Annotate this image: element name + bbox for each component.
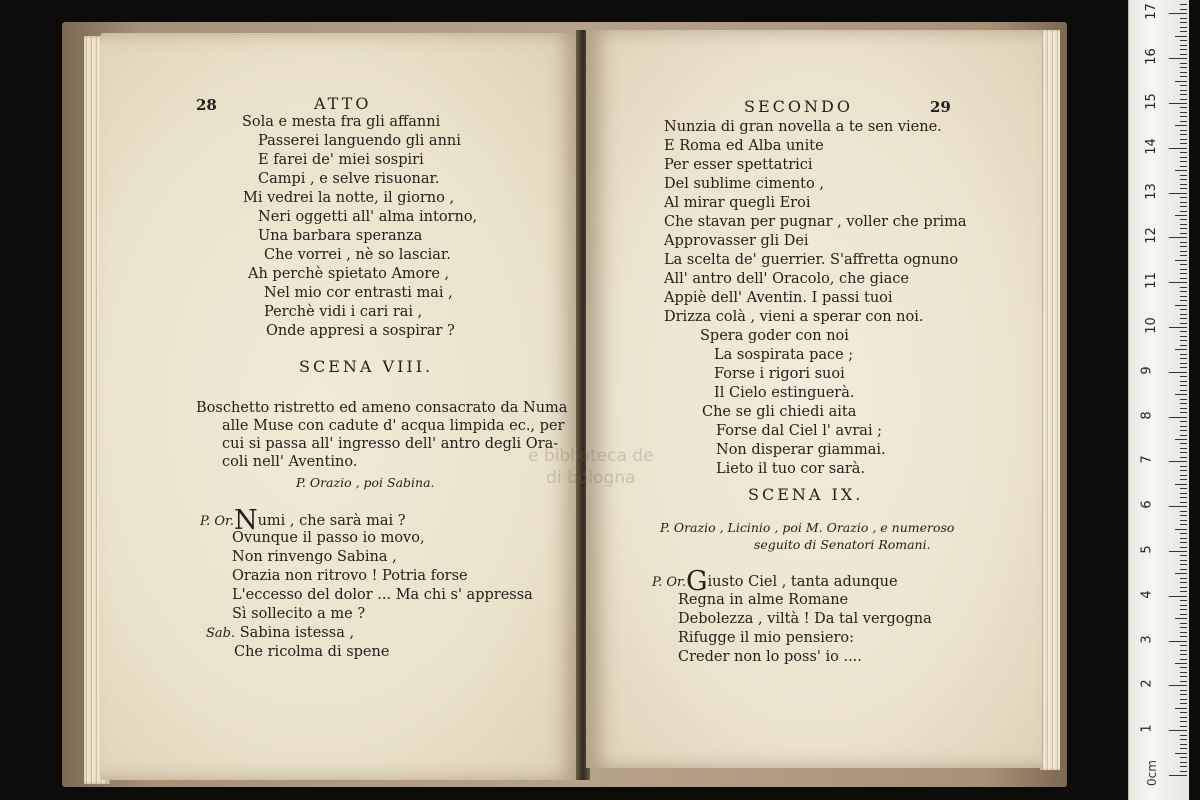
ruler-tick — [1175, 529, 1187, 530]
ruler-tick — [1180, 264, 1187, 265]
ruler-tick — [1180, 430, 1187, 431]
ruler-tick — [1180, 273, 1187, 274]
verse-line: Regna in alme Romane — [678, 592, 849, 608]
ruler-tick — [1175, 349, 1187, 350]
ruler-tick — [1180, 54, 1187, 55]
ruler-tick — [1180, 721, 1187, 722]
ruler-tick — [1180, 466, 1187, 467]
verse-line: Lieto il tuo cor sarà. — [716, 461, 866, 477]
ruler-tick — [1180, 367, 1187, 368]
ruler-tick — [1180, 94, 1187, 95]
ruler-tick — [1175, 260, 1187, 261]
right-page-number: 29 — [930, 98, 951, 116]
measuring-ruler — [1128, 0, 1189, 800]
ruler-tick — [1169, 641, 1187, 642]
ruler-number: 9 — [1139, 366, 1155, 375]
ruler-tick — [1169, 596, 1187, 597]
ruler-tick — [1180, 40, 1187, 41]
stage-direction-line: Boschetto ristretto ed ameno consacrato da Numa — [196, 400, 568, 416]
ruler-tick — [1180, 452, 1187, 453]
ruler-tick — [1180, 121, 1187, 122]
ruler-tick — [1180, 690, 1187, 691]
verse-line: Onde appresi a sospirar ? — [266, 323, 455, 339]
ruler-tick — [1180, 412, 1187, 413]
ruler-tick — [1180, 399, 1187, 400]
ruler-tick — [1175, 618, 1187, 619]
ruler-tick — [1180, 9, 1187, 10]
ruler-number: 15 — [1143, 93, 1159, 110]
ruler-tick — [1180, 318, 1187, 319]
ruler-tick — [1180, 591, 1187, 592]
speaker-label: P. Or. — [200, 514, 234, 529]
ruler-tick — [1180, 49, 1187, 50]
ruler-tick — [1180, 654, 1187, 655]
ruler-tick — [1180, 659, 1187, 660]
ruler-tick — [1180, 435, 1187, 436]
ruler-tick — [1175, 305, 1187, 306]
ruler-tick — [1180, 358, 1187, 359]
ruler-tick — [1180, 246, 1187, 247]
speech-text: Sabina istessa , — [239, 625, 355, 641]
ruler-tick — [1180, 533, 1187, 534]
watermark-line: di bologna — [546, 468, 636, 488]
ruler-tick — [1180, 291, 1187, 292]
ruler-tick — [1180, 363, 1187, 364]
ruler-tick — [1180, 538, 1187, 539]
ruler-tick — [1180, 614, 1187, 615]
verse-line: Sola e mesta fra gli affanni — [242, 114, 441, 130]
ruler-tick — [1180, 206, 1187, 207]
verse-line: Mi vedrei la notte, il giorno , — [243, 190, 455, 206]
ruler-tick — [1180, 143, 1187, 144]
verse-line: Il Cielo estinguerà. — [714, 385, 855, 401]
ruler-tick — [1180, 771, 1187, 772]
ruler-tick — [1180, 175, 1187, 176]
ruler-tick — [1180, 278, 1187, 279]
ruler-tick — [1180, 421, 1187, 422]
ruler-tick — [1169, 58, 1187, 59]
ruler-tick — [1180, 72, 1187, 73]
ruler-tick — [1180, 161, 1187, 162]
verse-line: E farei de' miei sospiri — [258, 152, 424, 168]
ruler-number: 7 — [1139, 455, 1155, 465]
ruler-tick — [1180, 354, 1187, 355]
ruler-tick — [1180, 251, 1187, 252]
ruler-tick — [1175, 170, 1187, 171]
characters-line: P. Orazio , poi Sabina. — [296, 475, 435, 490]
ruler-tick — [1175, 215, 1187, 216]
speaker-label: P. Or. — [652, 575, 686, 590]
ruler-tick — [1180, 403, 1187, 404]
ruler-tick — [1180, 762, 1187, 763]
verse-line: Che ricolma di spene — [234, 644, 390, 660]
verse-line: All' antro dell' Oracolo, che giace — [664, 271, 909, 287]
ruler-tick — [1180, 609, 1187, 610]
ruler-tick — [1180, 255, 1187, 256]
ruler-tick — [1180, 547, 1187, 548]
ruler-tick — [1180, 340, 1187, 341]
ruler-tick — [1180, 345, 1187, 346]
ruler-tick — [1180, 27, 1187, 28]
ruler-tick — [1180, 475, 1187, 476]
ruler-tick — [1180, 116, 1187, 117]
ruler-tick — [1180, 650, 1187, 651]
ruler-tick — [1180, 564, 1187, 565]
ruler-number: 17 — [1143, 3, 1159, 21]
speech-text: iusto Ciel , tanta adunque — [707, 574, 898, 590]
ruler-number: 2 — [1139, 679, 1155, 689]
ruler-tick — [1180, 600, 1187, 601]
verse-line: L'eccesso del dolor ... Ma chi s' appressa — [232, 587, 533, 603]
ruler-tick — [1180, 712, 1187, 713]
verse-line: Che vorrei , nè so lasciar. — [264, 247, 451, 263]
ruler-tick — [1169, 417, 1187, 418]
watermark-line: e biblioteca de — [528, 446, 654, 466]
ruler-tick — [1180, 703, 1187, 704]
ruler-tick — [1180, 578, 1187, 579]
ruler-tick — [1180, 99, 1187, 100]
ruler-tick — [1169, 103, 1187, 104]
ruler-tick — [1175, 81, 1187, 82]
ruler-tick — [1180, 202, 1187, 203]
ruler-tick — [1180, 636, 1187, 637]
ruler-number: 12 — [1143, 227, 1159, 245]
ruler-tick — [1180, 623, 1187, 624]
ruler-tick — [1169, 461, 1187, 462]
ruler-tick — [1180, 748, 1187, 749]
ruler-tick — [1180, 694, 1187, 695]
ruler-tick — [1169, 506, 1187, 507]
ruler-tick — [1175, 439, 1187, 440]
ruler-tick — [1180, 560, 1187, 561]
ruler-number: 16 — [1143, 48, 1159, 65]
verse-line: Che se gli chiedi aita — [702, 404, 857, 420]
verse-line: Spera goder con noi — [700, 328, 849, 344]
ruler-tick — [1180, 242, 1187, 243]
speech-line — [206, 624, 354, 643]
ruler-tick — [1180, 4, 1187, 5]
ruler-tick — [1169, 327, 1187, 328]
right-page — [586, 30, 1042, 768]
ruler-number: 8 — [1139, 410, 1155, 420]
verse-line: Drizza colà , vieni a sperar con noi. — [664, 309, 924, 325]
verse-line: Non rinvengo Sabina , — [232, 549, 397, 565]
verse-line: Campi , e selve risuonar. — [258, 171, 440, 187]
ruler-tick — [1180, 699, 1187, 700]
verse-line: Che stavan per pugnar , voller che prima — [664, 214, 967, 230]
verse-line: Nunzia di gran novella a te sen viene. — [664, 119, 942, 135]
ruler-tick — [1180, 219, 1187, 220]
ruler-tick — [1180, 587, 1187, 588]
ruler-tick — [1169, 372, 1187, 373]
ruler-tick — [1180, 269, 1187, 270]
ruler-tick — [1180, 457, 1187, 458]
ruler-tick — [1180, 390, 1187, 391]
ruler-tick — [1180, 188, 1187, 189]
ruler-tick — [1180, 408, 1187, 409]
drop-initial: G — [685, 566, 708, 597]
verse-line: Appiè dell' Aventin. I passi tuoi — [664, 290, 893, 306]
ruler-tick — [1180, 735, 1187, 736]
left-page — [100, 33, 580, 780]
ruler-tick — [1180, 376, 1187, 377]
ruler-tick — [1180, 645, 1187, 646]
ruler-tick — [1169, 237, 1187, 238]
ruler-tick — [1180, 184, 1187, 185]
ruler-tick — [1180, 314, 1187, 315]
ruler-tick — [1180, 757, 1187, 758]
verse-line: Orazia non ritrovo ! Potria forse — [232, 568, 468, 584]
verse-line: Rifugge il mio pensiero: — [678, 630, 855, 646]
verse-line: Ovunque il passo io movo, — [232, 530, 425, 546]
ruler-tick — [1180, 520, 1187, 521]
verse-line: Del sublime cimento , — [664, 176, 824, 192]
ruler-tick — [1169, 193, 1187, 194]
ruler-tick — [1180, 211, 1187, 212]
ruler-tick — [1180, 443, 1187, 444]
ruler-tick — [1180, 542, 1187, 543]
ruler-tick — [1180, 739, 1187, 740]
ruler-tick — [1175, 125, 1187, 126]
ruler-tick — [1180, 287, 1187, 288]
verse-line: La sospirata pace ; — [714, 347, 854, 363]
ruler-tick — [1180, 130, 1187, 131]
ruler-tick — [1180, 667, 1187, 668]
ruler-tick — [1180, 569, 1187, 570]
ruler-tick — [1180, 63, 1187, 64]
verse-line: E Roma ed Alba unite — [664, 138, 824, 154]
ruler-number: 14 — [1143, 138, 1159, 155]
ruler-tick — [1180, 488, 1187, 489]
ruler-tick — [1180, 381, 1187, 382]
verse-line: Al mirar quegli Eroi — [664, 195, 811, 211]
ruler-tick — [1180, 197, 1187, 198]
ruler-tick — [1175, 394, 1187, 395]
characters-line: P. Orazio , Licinio , poi M. Orazio , e numeroso — [660, 520, 955, 535]
verse-line: Ah perchè spietato Amore , — [248, 266, 450, 282]
ruler-number: 6 — [1139, 500, 1155, 509]
ruler-tick — [1180, 67, 1187, 68]
ruler-tick — [1180, 497, 1187, 498]
ruler-tick — [1180, 166, 1187, 167]
verse-line: Creder non lo poss' io .... — [678, 649, 862, 665]
ruler-tick — [1180, 524, 1187, 525]
scene-title: SCENA VIII. — [299, 357, 434, 376]
verse-line: Forse dal Ciel l' avrai ; — [716, 423, 883, 439]
ruler-tick — [1175, 753, 1187, 754]
ruler-tick — [1180, 627, 1187, 628]
ruler-tick — [1169, 13, 1187, 14]
ruler-tick — [1180, 515, 1187, 516]
ruler-tick — [1180, 22, 1187, 23]
ruler-tick — [1180, 582, 1187, 583]
left-page-header: ATTO — [314, 94, 372, 113]
ruler-tick — [1180, 18, 1187, 19]
ruler-tick — [1180, 139, 1187, 140]
stage-direction-line: alle Muse con cadute d' acqua limpida ec., per — [222, 418, 565, 434]
ruler-tick — [1180, 228, 1187, 229]
verse-line: Nel mio cor entrasti mai , — [264, 285, 453, 301]
left-page-number: 28 — [196, 96, 217, 114]
ruler-tick — [1180, 296, 1187, 297]
speaker-label: Sab. — [206, 626, 236, 641]
ruler-tick — [1180, 300, 1187, 301]
ruler-number: 3 — [1139, 634, 1155, 644]
ruler-tick — [1180, 112, 1187, 113]
ruler-tick — [1180, 134, 1187, 135]
ruler-tick — [1169, 775, 1187, 776]
ruler-tick — [1175, 708, 1187, 709]
ruler-tick — [1180, 672, 1187, 673]
verse-line: Debolezza , viltà ! Da tal vergogna — [678, 611, 932, 627]
verse-line: Approvasser gli Dei — [664, 233, 809, 249]
ruler-number: 1 — [1139, 724, 1155, 733]
ruler-tick — [1180, 179, 1187, 180]
ruler-number: 13 — [1143, 182, 1159, 200]
ruler-tick — [1180, 744, 1187, 745]
ruler-tick — [1180, 45, 1187, 46]
ruler-unit-label: 0cm — [1144, 760, 1159, 786]
ruler-tick — [1169, 685, 1187, 686]
verse-line: La scelta de' guerrier. S'affretta ognuno — [664, 252, 959, 268]
ruler-tick — [1169, 730, 1187, 731]
ruler-tick — [1169, 551, 1187, 552]
ruler-tick — [1180, 479, 1187, 480]
ruler-tick — [1180, 493, 1187, 494]
ruler-tick — [1180, 681, 1187, 682]
speech-text: umi , che sarà mai ? — [257, 513, 406, 529]
ruler-tick — [1180, 385, 1187, 386]
ruler-tick — [1180, 85, 1187, 86]
page-edges-right — [1040, 30, 1060, 770]
right-page-header: SECONDO — [744, 97, 853, 116]
characters-line: seguito di Senatori Romani. — [754, 537, 931, 552]
ruler-tick — [1180, 309, 1187, 310]
verse-line: Forse i rigori suoi — [714, 366, 845, 382]
ruler-number: 10 — [1143, 317, 1159, 334]
ruler-tick — [1175, 573, 1187, 574]
verse-line: Passerei languendo gli anni — [258, 133, 461, 149]
ruler-tick — [1180, 676, 1187, 677]
ruler-tick — [1175, 663, 1187, 664]
ruler-tick — [1175, 484, 1187, 485]
ruler-tick — [1180, 336, 1187, 337]
ruler-tick — [1180, 224, 1187, 225]
ruler-tick — [1175, 36, 1187, 37]
watermark — [528, 445, 654, 489]
ruler-tick — [1180, 502, 1187, 503]
verse-line: Una barbara speranza — [258, 228, 423, 244]
ruler-tick — [1180, 605, 1187, 606]
drop-initial: N — [233, 505, 258, 536]
ruler-number: 11 — [1143, 272, 1159, 289]
ruler-tick — [1180, 152, 1187, 153]
ruler-tick — [1180, 726, 1187, 727]
ruler-tick — [1169, 282, 1187, 283]
stage-direction-line: coli nell' Aventino. — [222, 454, 358, 470]
verse-line: Sì sollecito a me ? — [232, 606, 366, 622]
ruler-tick — [1180, 511, 1187, 512]
ruler-tick — [1180, 717, 1187, 718]
stage-direction-line: cui si passa all' ingresso dell' antro degli Ora- — [222, 436, 559, 452]
verse-line: Neri oggetti all' alma intorno, — [258, 209, 478, 225]
ruler-tick — [1180, 331, 1187, 332]
verse-line: Non disperar giammai. — [716, 442, 886, 458]
ruler-tick — [1180, 31, 1187, 32]
ruler-tick — [1180, 426, 1187, 427]
ruler-tick — [1180, 323, 1187, 324]
ruler-tick — [1180, 448, 1187, 449]
ruler-number: 4 — [1139, 590, 1155, 599]
ruler-number: 5 — [1139, 545, 1155, 554]
ruler-tick — [1180, 632, 1187, 633]
ruler-tick — [1180, 90, 1187, 91]
verse-line: Perchè vidi i cari rai , — [264, 304, 423, 320]
ruler-tick — [1180, 157, 1187, 158]
ruler-tick — [1180, 766, 1187, 767]
ruler-tick — [1180, 555, 1187, 556]
ruler-tick — [1180, 107, 1187, 108]
verse-line: Per esser spettatrici — [664, 157, 813, 173]
scene-title: SCENA IX. — [748, 485, 864, 504]
ruler-tick — [1169, 148, 1187, 149]
ruler-tick — [1180, 470, 1187, 471]
ruler-tick — [1180, 76, 1187, 77]
ruler-tick — [1180, 233, 1187, 234]
